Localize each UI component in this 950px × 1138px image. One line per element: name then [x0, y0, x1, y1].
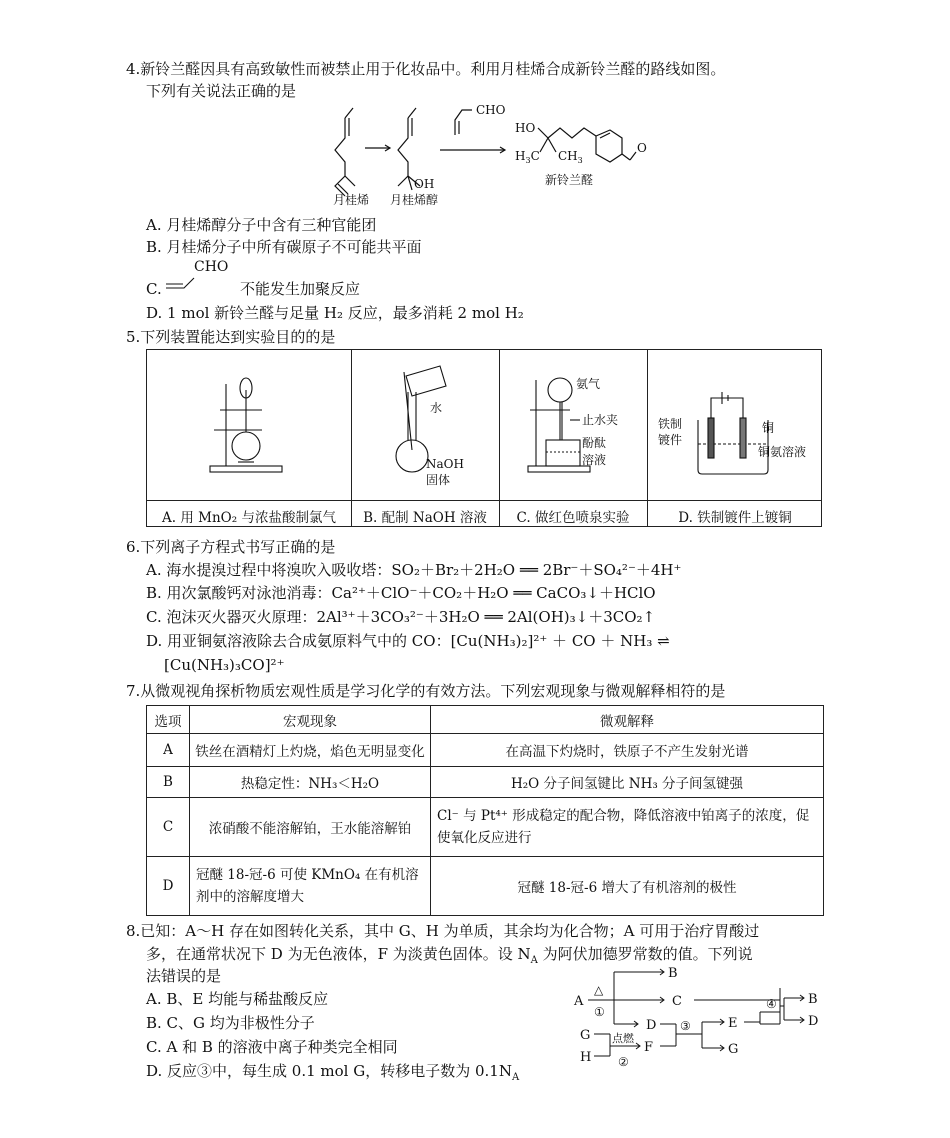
q8-stem-line2: 多，在通常状况下 D 为无色液体，F 为淡黄色固体。设 $N_A$ 为阿伏加德罗常数的值。下列说	[146, 945, 753, 966]
q7-cell: B	[147, 767, 190, 798]
q8-stem-line3: 法错误的是	[146, 967, 222, 985]
q7-cell: H₂O 分子间氢键比 NH₃ 分子间氢键强	[431, 767, 824, 798]
q7-cell: 冠醚 18-冠-6 增大了有机溶剂的极性	[431, 857, 824, 916]
q6-option-d-line2: [Cu(NH₃)₃CO]²⁺	[164, 656, 285, 674]
label-clamp: 止水夹	[582, 413, 619, 427]
label-o: O	[637, 141, 647, 155]
node-h: H	[580, 1050, 592, 1065]
q4-option-c-prefix: C.	[146, 280, 162, 298]
label-ignite: 点燃	[612, 1032, 634, 1045]
q5-option-b: B. 配制 NaOH 溶液	[363, 510, 487, 526]
q7-cell: 热稳定性：NH₃＜H₂O	[190, 767, 431, 798]
node-e: E	[728, 1016, 738, 1031]
label-myrcene: 月桂烯	[333, 193, 370, 207]
label-cho: CHO	[476, 103, 506, 117]
node-d: D	[646, 1018, 657, 1033]
q7-cell: Cl⁻ 与 Pt⁴⁺ 形成稳定的配合物，降低溶液中铂离子的浓度，促使氧化反应进行	[431, 798, 824, 857]
q8-option-c: C. A 和 B 的溶液中离子种类完全相同	[146, 1038, 398, 1056]
label-solid: 固体	[426, 473, 451, 487]
q4-option-d: D. 1 mol 新铃兰醛与足量 H₂ 反应，最多消耗 2 mol H₂	[146, 304, 524, 322]
q8-option-b: B. C、G 均为非极性分子	[146, 1014, 315, 1032]
q8-option-a: A. B、E 均能与稀盐酸反应	[146, 990, 329, 1008]
label-ch3: $CH_3$	[558, 149, 583, 165]
label-heat: △	[594, 983, 604, 997]
q5-stem: 5.下列装置能达到实验目的的是	[126, 328, 336, 346]
label-ammonia: 氨气	[576, 377, 601, 391]
q7-cell: D	[147, 857, 190, 916]
q7-cell: 在高温下灼烧时，铁原子不产生发射光谱	[431, 734, 824, 767]
node-f: F	[644, 1040, 654, 1055]
q5-option-c: C. 做红色喷泉实验	[516, 510, 630, 526]
label-r1: ①	[594, 1005, 605, 1019]
label-r3: ③	[680, 1019, 691, 1033]
q6-option-d-line1: D. 用亚铜氨溶液除去合成氨原料气中的 CO：[Cu(NH₃)₂]²⁺ ＋ CO ＋ NH₃ ⇌	[146, 632, 670, 650]
label-r2: ②	[618, 1055, 629, 1069]
label-ho: HO	[515, 121, 536, 135]
q5-option-a: A. 用 MnO₂ 与浓盐酸制氯气	[162, 510, 336, 526]
q7-header-option: 选项	[147, 706, 190, 734]
q4-option-c-cho: CHO	[194, 259, 229, 275]
q4-stem-line2: 下列有关说法正确的是	[146, 82, 297, 100]
label-product: 新铃兰醛	[545, 173, 594, 187]
label-iron-2: 镀件	[658, 433, 683, 447]
q6-option-c: C. 泡沫灭火器灭火原理：2Al³⁺＋3CO₃²⁻＋3H₂O ══ 2Al(OH)₃↓＋3CO₂↑	[146, 608, 656, 626]
q4-option-a: A. 月桂烯醇分子中含有三种官能团	[146, 216, 377, 234]
label-h3c: $H_3C$	[515, 149, 540, 165]
q7-header-macro: 宏观现象	[190, 706, 431, 734]
q7-cell: C	[147, 798, 190, 857]
label-naoh: NaOH	[426, 457, 464, 471]
q4-option-c-text: 不能发生加聚反应	[240, 280, 361, 298]
q4-option-b: B. 月桂烯分子中所有碳原子不可能共平面	[146, 238, 422, 256]
node-a: A	[574, 994, 584, 1009]
q6-stem: 6.下列离子方程式书写正确的是	[126, 538, 336, 556]
q6-option-a: A. 海水提溴过程中将溴吹入吸收塔：SO₂＋Br₂＋2H₂O ══ 2Br⁻＋SO₄²⁻＋4H⁺	[146, 561, 682, 579]
q5-option-d: D. 铁制镀件上镀铜	[678, 510, 792, 526]
label-iron-1: 铁制	[658, 417, 683, 431]
node-b-right: B	[808, 992, 818, 1007]
label-phenol-2: 溶液	[582, 453, 607, 467]
node-c: C	[672, 994, 682, 1009]
q8-option-d: D. 反应③中，每生成 0.1 mol G，转移电子数为 $0.1N_A$	[146, 1062, 520, 1083]
label-oh: OH	[414, 177, 435, 191]
q7-stem: 7.从微观视角探析物质宏观性质是学习化学的有效方法。下列宏观现象与微观解释相符的是	[126, 682, 726, 700]
q6-option-b: B. 用次氯酸钙对泳池消毒：Ca²⁺＋ClO⁻＋CO₂＋H₂O ══ CaCO₃↓＋HClO	[146, 584, 656, 602]
label-water: 水	[430, 401, 443, 415]
node-b: B	[668, 966, 678, 981]
q7-cell: A	[147, 734, 190, 767]
q7-cell: 浓硝酸不能溶解铂，王水能溶解铂	[190, 798, 431, 857]
label-cusol: 铜氨溶液	[758, 445, 807, 459]
label-phenol-1: 酚酞	[582, 436, 607, 450]
label-myrcenol: 月桂烯醇	[390, 193, 439, 207]
q4-stem-line1: 4.新铃兰醛因具有高致敏性而被禁止用于化妆品中。利用月桂烯合成新铃兰醛的路线如图。	[126, 60, 726, 78]
q7-cell: 冠醚 18-冠-6 可使 KMnO₄ 在有机溶剂中的溶解度增大	[190, 857, 431, 916]
q7-cell: 铁丝在酒精灯上灼烧，焰色无明显变化	[190, 734, 431, 767]
label-copper: 铜	[762, 421, 775, 435]
node-g-left: G	[580, 1028, 591, 1043]
q8-stem-line1: 8.已知：A～H 存在如图转化关系，其中 G、H 为单质，其余均为化合物；A 可用于治疗胃酸过	[126, 922, 760, 940]
label-r4: ④	[766, 997, 777, 1011]
q7-header-micro: 微观解释	[431, 706, 824, 734]
node-g-right: G	[728, 1042, 739, 1057]
node-d-right: D	[808, 1014, 819, 1029]
